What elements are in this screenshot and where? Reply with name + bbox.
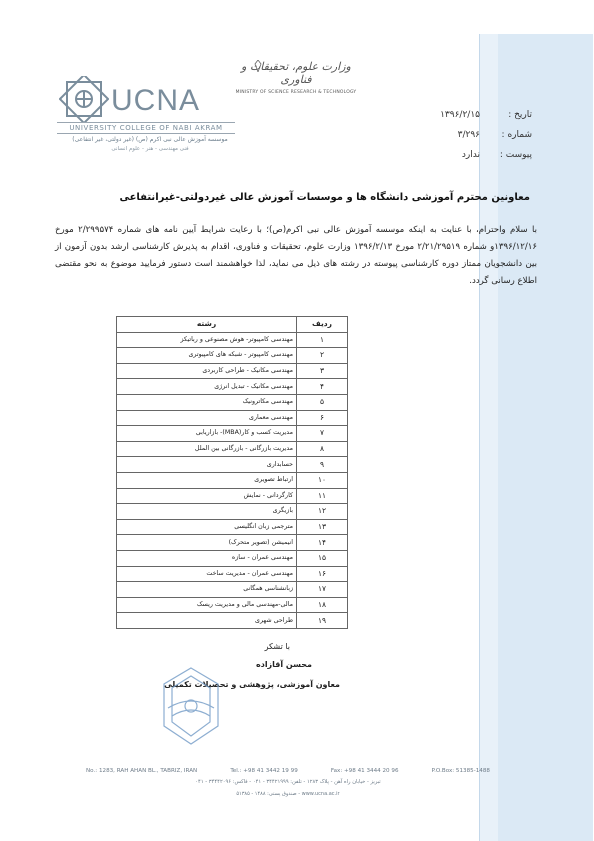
row-field: ارتباط تصویری — [117, 472, 297, 488]
meta-date: تاریخ : ۱۳۹۶/۲/۱۵ — [440, 110, 532, 120]
row-number: ۱۳ — [297, 519, 348, 535]
row-field: مهندسی مکانیک - طراحی کاربردی — [117, 363, 297, 379]
footer-contact-en — [86, 768, 490, 774]
institute-logo — [55, 76, 245, 168]
row-field: انیمیشن (تصویر متحرک) — [117, 535, 297, 551]
row-field: مالی-مهندسی مالی و مدیریت ریسک — [117, 597, 297, 613]
footer-pobox: P.O.Box: 51385-1488 — [431, 768, 490, 774]
table-row — [117, 519, 348, 535]
row-number: ۲ — [297, 348, 348, 364]
row-field: مهندسی کامپیوتر - شبکه های کامپیوتری — [117, 348, 297, 364]
footer-address-fa: تبریز - خیابان راه آهن - پلاک ۱۲۸۳ - تلفن: ۳۴۴۲۱۹۹۹ - ۰۴۱ - فاکس: ۳۴۴۴۲۰۹۶ - ۰۴۱ — [195, 779, 381, 785]
signer-name: محسن آقازاده — [255, 660, 312, 669]
row-field: مهندسی معماری — [117, 410, 297, 426]
row-number: ۱۰ — [297, 472, 348, 488]
letter-heading: معاونین محترم آموزشی دانشگاه ها و موسسات آموزش عالی غیردولتی-غیرانتفاعی — [119, 192, 530, 203]
footer-fax: Fax: +98 41 3444 20 96 — [330, 768, 399, 774]
table-row — [117, 441, 348, 457]
table-row — [117, 379, 348, 395]
table-row — [117, 566, 348, 582]
footer-address: No.: 1283, RAH AHAN BL., TABRIZ, IRAN — [86, 768, 198, 774]
row-number: ۱۱ — [297, 488, 348, 504]
date-value: ۱۳۹۶/۲/۱۵ — [440, 110, 480, 120]
table-row — [117, 426, 348, 442]
row-number: ۱ — [297, 332, 348, 348]
row-number: ۱۵ — [297, 550, 348, 566]
meta-attachment: پیوست : ندارد — [461, 150, 532, 160]
table-row — [117, 504, 348, 520]
row-field: حسابداری — [117, 457, 297, 473]
letter-meta — [396, 110, 532, 170]
table-row — [117, 332, 348, 348]
table-row — [117, 410, 348, 426]
col-row-header: ردیف — [297, 317, 348, 333]
row-number: ۹ — [297, 457, 348, 473]
institute-emblem-icon — [59, 76, 109, 122]
row-field: مهندسی عمران - مدیریت ساخت — [117, 566, 297, 582]
row-number: ۸ — [297, 441, 348, 457]
institute-logo-text: UCNA — [111, 84, 201, 117]
table-row — [117, 348, 348, 364]
table-row — [117, 457, 348, 473]
fields-table — [116, 316, 348, 629]
attachment-value: ندارد — [461, 150, 480, 160]
row-field: کارگردانی - نمایش — [117, 488, 297, 504]
meta-number: شماره : ۳/۲۹۶ — [457, 130, 532, 140]
footer-web-fa: www.ucna.ac.ir - صندوق پستی: ۱۴۸۸ - ۵۱۳۸۵ — [236, 791, 340, 797]
row-field: مهندسی مکاترونیک — [117, 394, 297, 410]
row-field: مدیریت کسب و کار(MBA)- بازاریابی — [117, 426, 297, 442]
ministry-header — [226, 60, 366, 95]
row-number: ۱۷ — [297, 582, 348, 598]
row-number: ۶ — [297, 410, 348, 426]
col-field-header: رشته — [117, 317, 297, 333]
ministry-name-fa: وزارت علوم، تحقیقات و فناوری — [241, 60, 351, 86]
row-field: مدیریت بازرگانی - بازرگانی بین الملل — [117, 441, 297, 457]
institute-seal-icon — [158, 664, 224, 748]
table-row — [117, 488, 348, 504]
letter-body: با سلام واحترام، با عنایت به اینکه موسسه آموزش عالی نبی اکرم(ص)؛ با رعایت شرایط آیین نامه های شماره ۲/۲۹۹۵۷۴ مورخ ۱۳۹۶/۱۲/۱۶و شماره ۲/۲۱/۲۹۵۱۹ مورخ ۱۳۹۶/۲/۱۳ وزارت علوم، تحقیقات و فناوری، اقدام به پذیرش کارشناسی ارشد بدون آزمون از بین دانشجویان ممتاز دوره کارشناسی پیوسته در رشته های ذیل می نماید، لذا خواهشمند است دستور فرمایید موضوع به نحو مقتضی اطلاع رسانی گردد. — [55, 225, 537, 286]
row-number: ۱۹ — [297, 613, 348, 629]
row-field: طراحی شهری — [117, 613, 297, 629]
letter-footer — [86, 768, 490, 797]
row-number: ۵ — [297, 394, 348, 410]
row-number: ۱۸ — [297, 597, 348, 613]
number-value: ۳/۲۹۶ — [457, 130, 480, 140]
ministry-name-en: MINISTRY OF SCIENCE RESEARCH & TECHNOLOGY — [235, 90, 357, 95]
row-field: بازیگری — [117, 504, 297, 520]
row-number: ۴ — [297, 379, 348, 395]
table-row — [117, 550, 348, 566]
table-row — [117, 472, 348, 488]
table-header-row — [117, 317, 348, 333]
row-number: ۷ — [297, 426, 348, 442]
institute-name-en: UNIVERSITY COLLEGE OF NABI AKRAM — [57, 122, 235, 134]
row-field: مهندسی مکانیک - تبدیل انرژی — [117, 379, 297, 395]
closing-thanks: با تشکر — [264, 642, 290, 651]
table-row — [117, 613, 348, 629]
table-row — [117, 597, 348, 613]
table-row — [117, 535, 348, 551]
institute-fields: فنی مهندسی - هنر - علوم انسانی — [111, 146, 189, 152]
signer-title: معاون آموزشی، پژوهشی و تحصیلات تکمیلی — [164, 680, 340, 689]
table-row — [117, 582, 348, 598]
footer-tel: Tel.: +98 41 3442 19 99 — [230, 768, 298, 774]
institute-name-fa: موسسه آموزش عالی نبی اکرم (ص) (غیر دولتی، غیر انتفاعی) — [72, 136, 228, 143]
table-row — [117, 363, 348, 379]
row-field: زبانشناسی همگانی — [117, 582, 297, 598]
row-number: ۳ — [297, 363, 348, 379]
row-field: مهندسی کامپیوتر- هوش مصنوعی و رباتیکز — [117, 332, 297, 348]
row-number: ۱۴ — [297, 535, 348, 551]
table-row — [117, 394, 348, 410]
row-number: ۱۶ — [297, 566, 348, 582]
row-field: مهندسی عمران - سازه — [117, 550, 297, 566]
row-number: ۱۲ — [297, 504, 348, 520]
row-field: مترجمی زبان انگلیسی — [117, 519, 297, 535]
